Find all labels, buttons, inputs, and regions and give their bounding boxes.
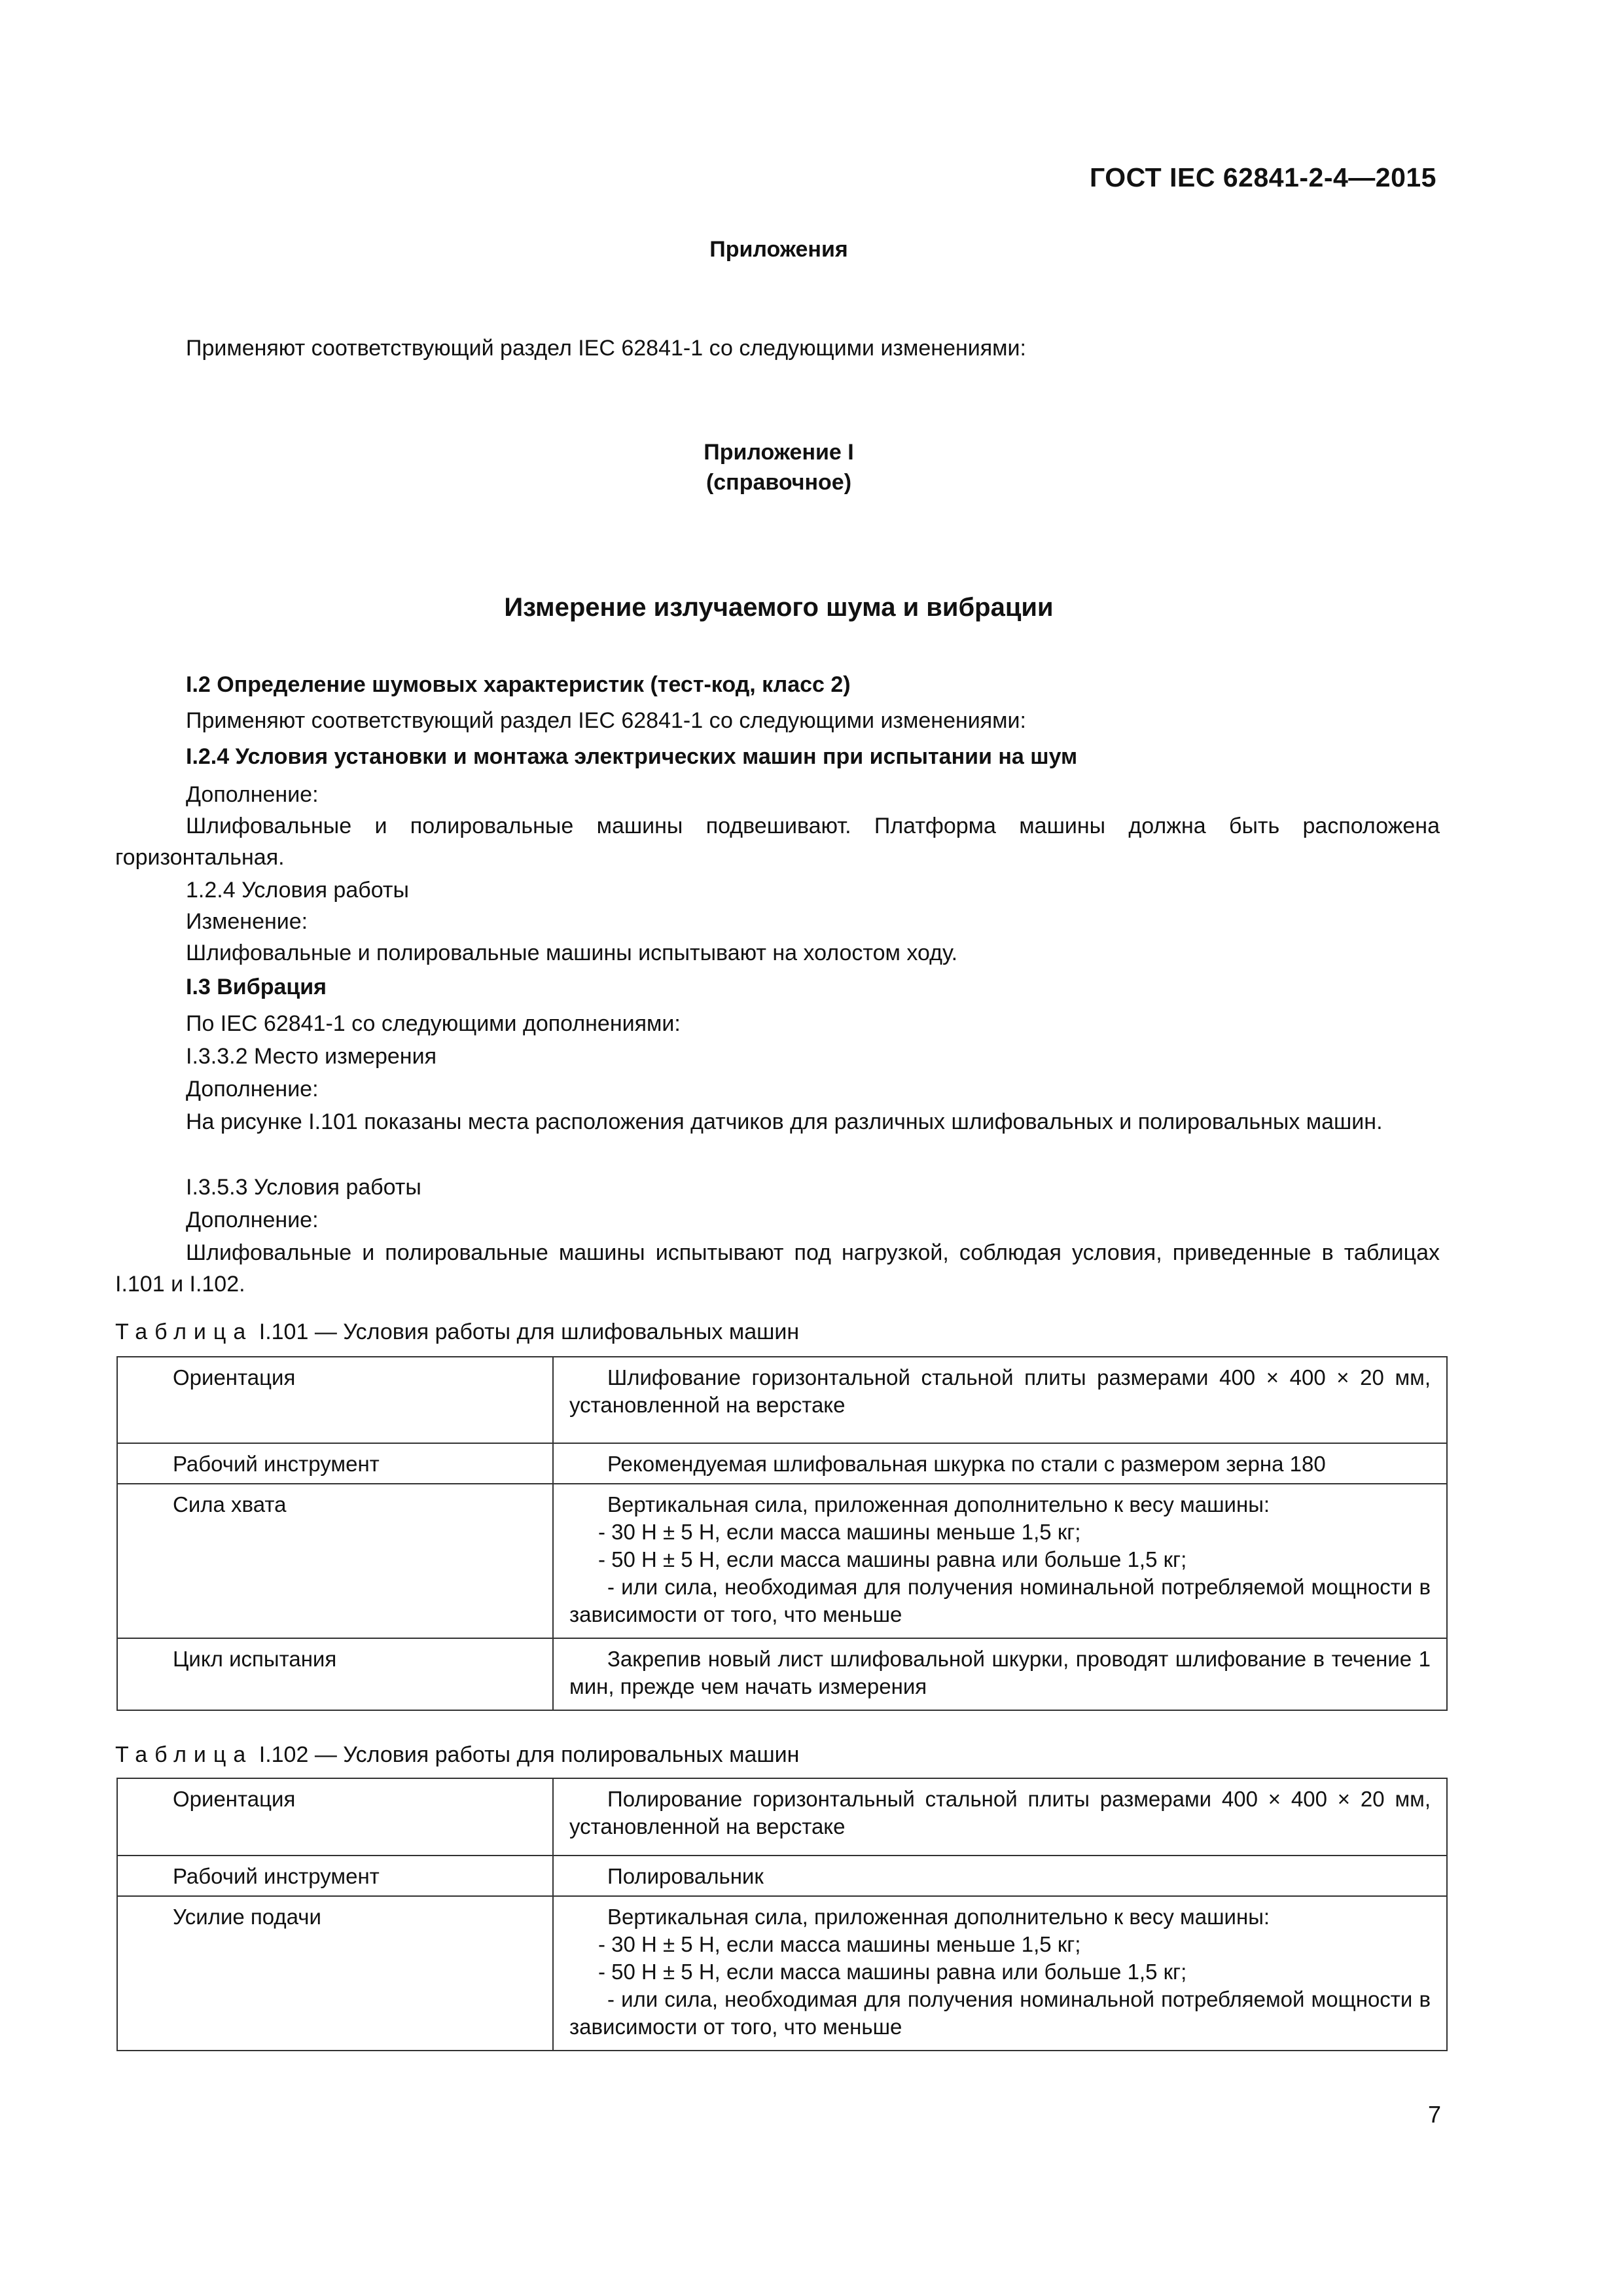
section-i3-heading: I.3 Вибрация [186, 975, 327, 999]
table2-caption: Таблица I.102 — Условия работы для полировальных машин [115, 1742, 800, 1767]
addition-label: Дополнение: [186, 1208, 319, 1232]
section-i2-text: Применяют соответствующий раздел IEC 62841-1 со следующими изменениями: [186, 708, 1026, 733]
table-cell-intro: Вертикальная сила, приложенная дополнительно к весу машины: [607, 1492, 1270, 1516]
section-i2-heading: I.2 Определение шумовых характеристик (тест-код, класс 2) [186, 672, 851, 697]
appendices-intro: Применяют соответствующий раздел IEC 62841-1 со следующими изменениями: [186, 336, 1026, 361]
addition-label: Дополнение: [186, 782, 319, 807]
change-label: Изменение: [186, 909, 308, 934]
list-item: - 30 Н ± 5 Н, если масса машины меньше 1,5 кг; [598, 1932, 1081, 1956]
table-row [117, 1778, 1447, 1856]
annex-heading: Измерение излучаемого шума и вибрации [504, 593, 1054, 622]
table-cell-label: Ориентация [117, 1778, 553, 1856]
paragraph-idle: Шлифовальные и полировальные машины испытывают на холостом ходу. [186, 941, 958, 965]
table-cell-text [553, 1896, 1447, 2051]
table-cell-text: Рекомендуемая шлифовальная шкурка по стали с размером зерна 180 [553, 1443, 1447, 1484]
table-row [117, 1443, 1447, 1484]
table-row [117, 1638, 1447, 1710]
addition-label: Дополнение: [186, 1077, 319, 1102]
table-cell-text: Закрепив новый лист шлифовальной шкурки, проводят шлифование в течение 1 мин, прежде чем начать измерения [553, 1638, 1447, 1710]
paragraph-figure: На рисунке I.101 показаны места расположения датчиков для различных шлифовальных и полировальных машин. [186, 1109, 1383, 1134]
section-i24-heading: I.2.4 Условия установки и монтажа электрических машин при испытании на шум [186, 744, 1078, 769]
list-item: - или сила, необходимая для получения номинальной потребляемой мощности в зависимости от того, что меньше [569, 1987, 1431, 2039]
table-row [117, 1357, 1447, 1443]
table-row [117, 1856, 1447, 1896]
table-cell-label: Рабочий инструмент [117, 1443, 553, 1484]
section-i353-heading: I.3.5.3 Условия работы [186, 1175, 421, 1200]
table-cell-text: Полирование горизонтальный стальной плиты размерами 400 × 400 × 20 мм, установленной на верстаке [553, 1778, 1447, 1856]
list-item: - 50 Н ± 5 Н, если масса машины равна или больше 1,5 кг; [598, 1960, 1187, 1984]
table2 [116, 1778, 1448, 2051]
section-i332-heading: I.3.3.2 Место измерения [186, 1044, 437, 1069]
annex-subtitle: (справочное) [705, 470, 852, 495]
table-cell-text [553, 1484, 1447, 1638]
paragraph-load: Шлифовальные и полировальные машины испытывают под нагрузкой, соблюдая условия, приведенные в таблицах I.101 и I.102. [115, 1240, 1440, 1297]
table1 [116, 1356, 1448, 1711]
table-cell-label: Усилие подачи [117, 1896, 553, 2051]
section-i3-text: По IEC 62841-1 со следующими дополнениями: [186, 1011, 681, 1036]
table-cell-text: Шлифование горизонтальной стальной плиты размерами 400 × 400 × 20 мм, установленной на верстаке [553, 1357, 1447, 1443]
page-number: 7 [1427, 2101, 1441, 2128]
section-124-heading: 1.2.4 Условия работы [186, 878, 409, 903]
table-cell-label: Сила хвата [117, 1484, 553, 1638]
annex-title: Приложение I [704, 440, 854, 465]
table-row [117, 1484, 1447, 1638]
appendices-title: Приложения [709, 237, 848, 262]
table1-caption: Таблица I.101 — Условия работы для шлифовальных машин [115, 1319, 800, 1344]
table-cell-intro: Вертикальная сила, приложенная дополнительно к весу машины: [607, 1905, 1270, 1929]
list-item: - 30 Н ± 5 Н, если масса машины меньше 1,5 кг; [598, 1520, 1081, 1544]
table-cell-label: Ориентация [117, 1357, 553, 1443]
table-cell-label: Рабочий инструмент [117, 1856, 553, 1896]
standard-number: ГОСТ IEC 62841-2-4—2015 [1090, 162, 1436, 192]
table-row [117, 1896, 1447, 2051]
table-cell-text: Полировальник [553, 1856, 1447, 1896]
paragraph-suspend: Шлифовальные и полировальные машины подвешивают. Платформа машины должна быть расположена горизонтальная. [115, 814, 1440, 870]
table-cell-label: Цикл испытания [117, 1638, 553, 1710]
list-item: - 50 Н ± 5 Н, если масса машины равна или больше 1,5 кг; [598, 1547, 1187, 1571]
list-item: - или сила, необходимая для получения номинальной потребляемой мощности в зависимости от того, что меньше [569, 1575, 1431, 1626]
